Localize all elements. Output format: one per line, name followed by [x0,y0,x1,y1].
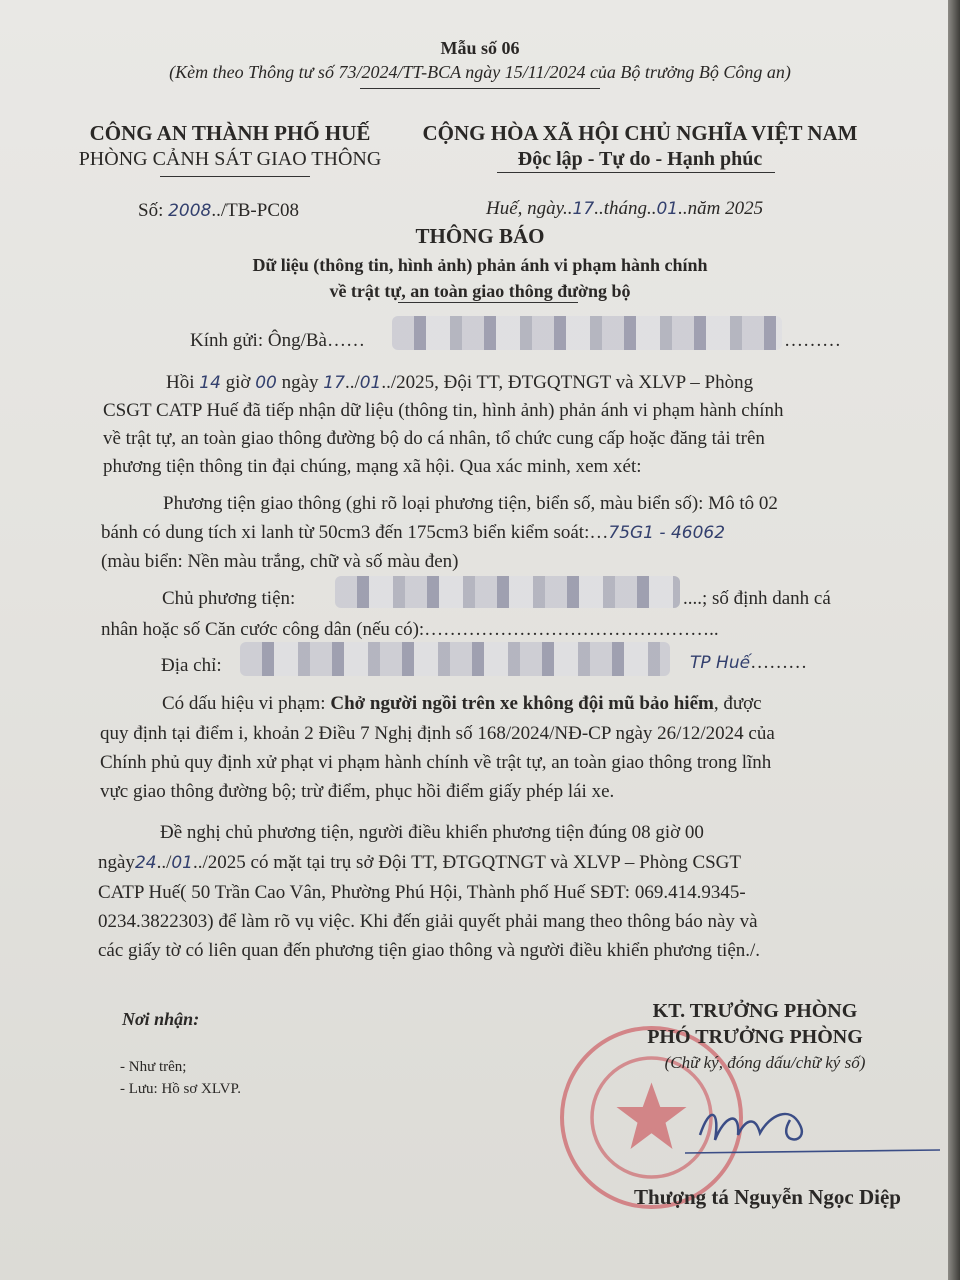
vehicle-line-2: bánh có dung tích xi lanh từ 50cm3 đến 175cm3 biển kiểm soát:…75G1 - 46062 [101,522,726,543]
handwritten-signature [680,1085,950,1165]
date-month-handwritten: 01 [656,199,679,219]
notice-heading: THÔNG BÁO [415,224,545,248]
violation-line-2: quy định tại điểm i, khoản 2 Điều 7 Nghị định số 168/2024/NĐ-CP ngày 26/12/2024 của [100,723,775,744]
request-line-5: các giấy tờ có liên quan đến phương tiện giao thông và người điều khiển phương tiện./. [98,940,761,961]
recipient-item: - Lưu: Hồ sơ XLVP. [120,1081,241,1097]
request-line-1: Đề nghị chủ phương tiện, người điều khiển phương tiện đúng 08 giờ 00 [160,822,704,843]
greeting: Kính gửi: Ông/Bà…… [190,330,365,351]
address-label: Địa chỉ: [161,655,222,676]
document-date: Huế, ngày..17..tháng..01..năm 2025 [486,198,764,219]
issuer-department: PHÒNG CẢNH SÁT GIAO THÔNG [78,148,382,170]
form-attached-note: (Kèm theo Thông tư số 73/2024/TT-BCA ngày 15/11/2024 của Bộ trưởng Bộ Công an) [169,62,791,82]
greeting-dots: ……… [784,330,841,351]
issuer-agency: CÔNG AN THÀNH PHỐ HUẾ [89,121,371,145]
paragraph-1-line-2: CSGT CATP Huế đã tiếp nhận dữ liệu (thông tin, hình ảnh) phản ánh vi phạm hành chính [103,400,784,421]
date-day-handwritten: 17 [572,199,595,219]
violation-line-1: Có dấu hiệu vi phạm: Chở người ngồi trên xe không đội mũ bảo hiểm, được [162,693,762,714]
document-number: Số: 2008../TB-PC08 [138,200,299,221]
id-number-line: nhân hoặc số Căn cước công dân (nếu có):……………………………………….. [101,619,719,640]
owner-tail: ....; số định danh cá [683,588,831,609]
motto-underline [497,172,775,173]
form-number: Mẫu số 06 [440,38,520,58]
signer-name: Thượng tá Nguyễn Ngọc Diệp [634,1185,901,1209]
violation-description: Chở người ngồi trên xe không đội mũ bảo hiểm [330,693,714,714]
violation-line-3: Chính phủ quy định xử phạt vi phạm hành chính về trật tự, an toàn giao thông trong lĩnh [100,752,772,773]
page-edge [948,0,960,1280]
vehicle-line-3: (màu biển: Nền màu trắng, chữ và số màu đen) [101,551,459,572]
request-line-4: 0234.3822303) để làm rõ vụ việc. Khi đến giải quyết phải mang theo thông báo này và [98,911,758,932]
recipient-item: - Như trên; [120,1059,187,1075]
notice-subtitle-2: về trật tự, an toàn giao thông đường bộ [329,281,631,301]
header-divider [360,88,600,89]
republic-name: CỘNG HÒA XÃ HỘI CHỦ NGHĨA VIỆT NAM [422,121,858,145]
issuer-underline [160,176,310,177]
request-line-2: ngày24../01../2025 có mặt tại trụ sở Đội TT, ĐTGQTNGT và XLVP – Phòng CSGT [98,852,742,873]
paragraph-1-line-3: về trật tự, an toàn giao thông đường bộ do cá nhân, tổ chức cung cấp hoặc đăng tải trên [103,428,765,449]
signature-title-1: KT. TRƯỞNG PHÒNG [652,1000,858,1022]
republic-motto: Độc lập - Tự do - Hạnh phúc [517,148,763,170]
redacted-owner [335,576,680,608]
vehicle-line-1: Phương tiện giao thông (ghi rõ loại phương tiện, biển số, màu biển số): Mô tô 02 [163,493,778,514]
redacted-address [240,642,670,676]
recipients-label: Nơi nhận: [122,1009,200,1029]
signature-title-2: PHÓ TRƯỞNG PHÒNG [647,1026,863,1048]
owner-label: Chủ phương tiện: [162,588,296,609]
paragraph-1-line-4: phương tiện thông tin đại chúng, mạng xã hội. Qua xác minh, xem xét: [103,456,642,477]
plate-number-handwritten: 75G1 - 46062 [608,523,726,543]
notice-subtitle-1: Dữ liệu (thông tin, hình ảnh) phản ánh vi phạm hành chính [252,255,708,275]
violation-line-4: vực giao thông đường bộ; trừ điểm, phục hồi điểm giấy phép lái xe. [100,781,615,802]
redacted-name [392,316,782,350]
title-underline [398,302,578,303]
request-line-3: CATP Huế( 50 Trần Cao Vân, Phường Phú Hội, Thành phố Huế SĐT: 069.414.9345- [98,882,746,903]
signature-note: (Chữ ký, đóng dấu/chữ ký số) [664,1053,866,1072]
address-tail: TP Huế……… [690,652,808,673]
paragraph-1-line-1: Hồi 14 giờ 00 ngày 17../01../2025, Đội TT, ĐTGQTNGT và XLVP – Phòng [166,372,754,393]
document-number-handwritten: 2008 [168,201,212,221]
